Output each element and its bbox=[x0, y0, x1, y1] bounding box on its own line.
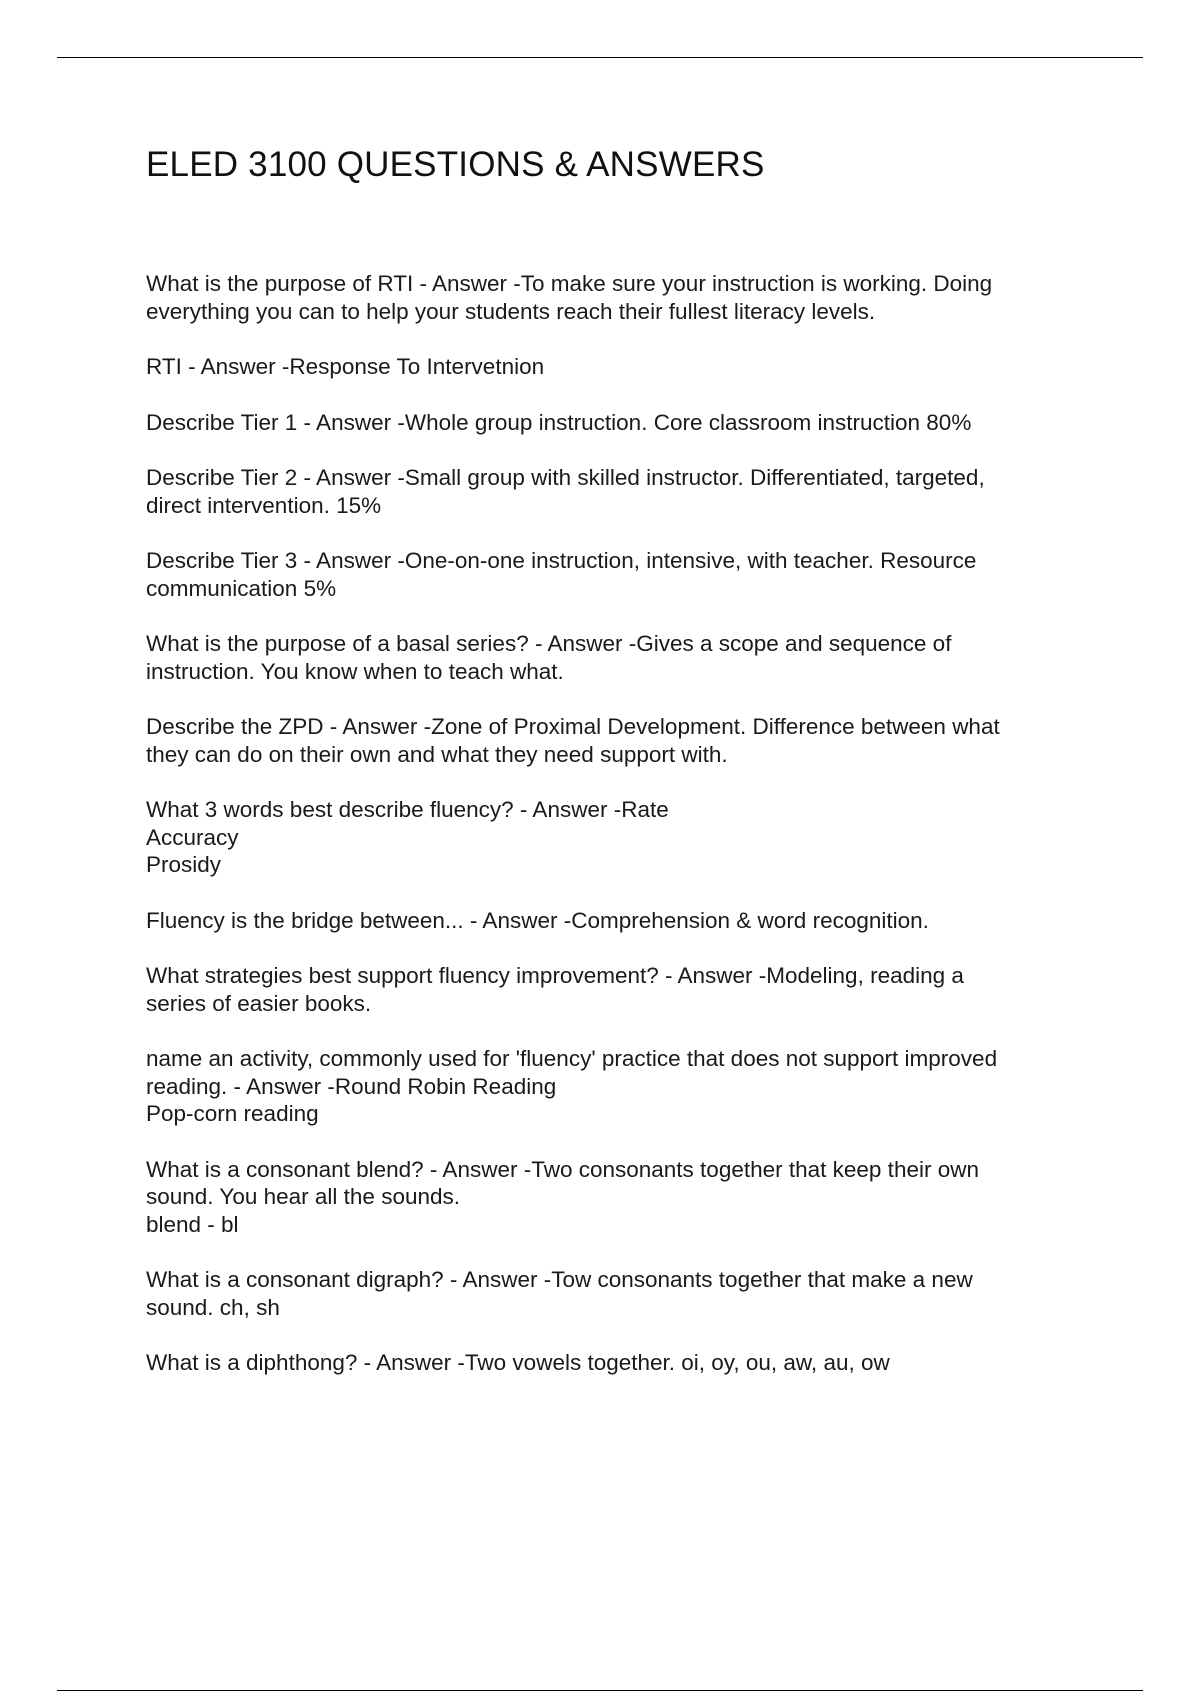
bottom-rule bbox=[57, 1690, 1143, 1691]
qa-item-tier-3: Describe Tier 3 - Answer -One-on-one instruction, intensive, with teacher. Resource communication 5% bbox=[146, 548, 977, 601]
qa-item-fluency-words: What 3 words best describe fluency? - Answer -Rate Accuracy Prosidy bbox=[146, 797, 669, 877]
qa-item-tier-2: Describe Tier 2 - Answer -Small group with skilled instructor. Differentiated, targeted, direct intervention. 15% bbox=[146, 465, 985, 518]
qa-item-consonant-blend: What is a consonant blend? - Answer -Two consonants together that keep their own sound. You hear all the sounds. blend - bl bbox=[146, 1156, 979, 1237]
qa-item-fluency-activity: name an activity, commonly used for 'fluency' practice that does not support improved reading. - Answer -Round Robin Reading Pop-corn reading bbox=[146, 1046, 998, 1126]
qa-item-diphthong: What is a diphthong? - Answer -Two vowels together. oi, oy, ou, aw, au, ow bbox=[146, 1350, 890, 1375]
page-title: ELED 3100 QUESTIONS & ANSWERS bbox=[146, 145, 765, 184]
top-rule bbox=[57, 57, 1143, 58]
qa-item-fluency-strategies: What strategies best support fluency improvement? - Answer -Modeling, reading a series of easier books. bbox=[146, 963, 964, 1016]
qa-item-purpose-rti: What is the purpose of RTI - Answer -To make sure your instruction is working. Doing everything you can to help your students reach their fullest literacy levels. bbox=[146, 271, 993, 324]
qa-item-rti: RTI - Answer -Response To Intervetnion bbox=[146, 354, 545, 379]
qa-item-basal-series: What is the purpose of a basal series? - Answer -Gives a scope and sequence of instruction. You know when to teach what. bbox=[146, 631, 952, 684]
qa-item-zpd: Describe the ZPD - Answer -Zone of Proximal Development. Difference between what they can do on their own and what they need support with. bbox=[146, 714, 1000, 767]
qa-item-consonant-digraph: What is a consonant digraph? - Answer -Tow consonants together that make a new sound. ch, sh bbox=[146, 1267, 973, 1320]
qa-item-tier-1: Describe Tier 1 - Answer -Whole group instruction. Core classroom instruction 80% bbox=[146, 409, 972, 435]
qa-item-fluency-bridge: Fluency is the bridge between... - Answer -Comprehension & word recognition. bbox=[146, 907, 929, 933]
qa-list bbox=[146, 270, 1086, 1405]
